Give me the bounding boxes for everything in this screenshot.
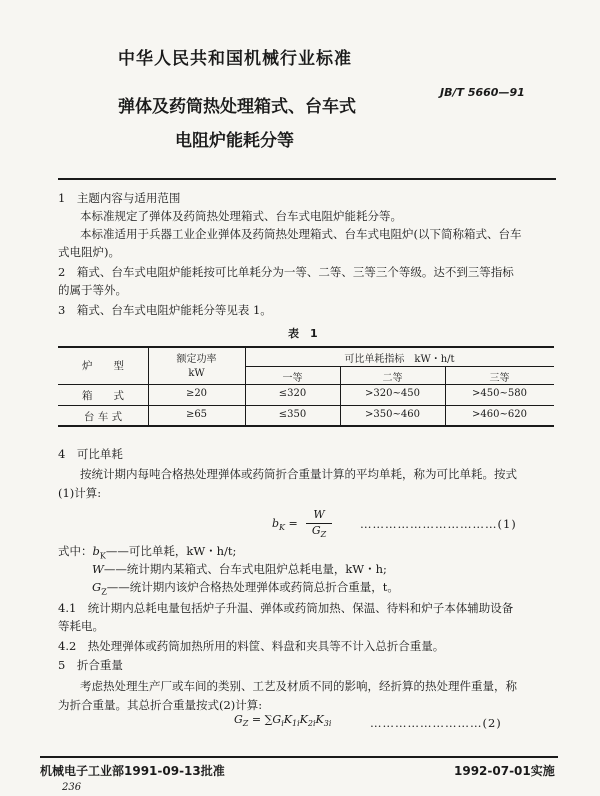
formula-1-denominator: $G_Z$ <box>311 524 327 540</box>
section-3-p1: 3 箱式、台车式电阻炉能耗分等见表 1。 <box>58 303 272 317</box>
section-1-p2b: 式电阻炉)。 <box>58 245 120 259</box>
table-caption: 表 1 <box>288 327 318 340</box>
section-5-p1b: 为折合重量。其总折合重量按式(2)计算: <box>58 698 263 712</box>
th-grade-2: 二等 <box>382 373 403 384</box>
section-4-p1a: 按统计期内每吨合格热处理弹体或药筒折合重量计算的平均单耗，称为可比单耗。按式 <box>80 467 517 481</box>
section-4-1-b: 等耗电。 <box>58 619 104 633</box>
table-top-rule <box>58 346 554 348</box>
title-line-2: 电阻炉能耗分等 <box>175 131 294 151</box>
row-bogie-grade-3: >460~620 <box>472 409 527 420</box>
row-box-power: ≥20 <box>185 388 208 399</box>
row-bogie-type: 台 车 式 <box>83 411 123 423</box>
section-2-p1a: 2 箱式、台车式电阻炉能耗按可比单耗分为一等、二等、三等三个等级。达不到三等指标 <box>58 265 514 279</box>
th-power-unit: kW <box>188 368 205 379</box>
row-bogie-grade-2: >350~460 <box>365 409 420 420</box>
th-grade-3: 三等 <box>489 373 510 384</box>
th-rated-power: 额定功率 <box>176 354 217 365</box>
effective-date: 1992-07-01实施 <box>454 764 555 778</box>
th-furnace-type: 炉 型 <box>82 360 124 372</box>
row-bogie-grade-1: ≤350 <box>278 409 307 420</box>
formula-2: $G_Z = \sum G_iK_{1i}K_{2i}K_{3i}$ <box>234 713 332 729</box>
where-w-line: W——统计期内某箱式、台车式电阻炉总耗电量，kW・h; <box>92 562 387 576</box>
where-bk-line: 式中：$b_K——$可比单耗，kW・h/t; <box>58 544 237 561</box>
issuing-org: 中华人民共和国机械行业标准 <box>118 49 352 69</box>
th-comparable-index: 可比单耗指标 kW・h/t <box>344 354 455 365</box>
row-box-grade-1: ≤320 <box>278 388 307 399</box>
table-row-rule <box>58 405 554 406</box>
approval-date: 机械电子工业部1991-09-13批准 <box>40 764 225 778</box>
row-box-grade-3: >450~580 <box>472 388 527 399</box>
header-divider <box>58 178 556 180</box>
footer-divider <box>40 756 558 758</box>
formula-1-number: ……………………………(1) <box>360 517 517 531</box>
row-box-grade-2: >320~450 <box>365 388 420 399</box>
table-subheader-rule <box>245 366 554 367</box>
section-1-p1: 本标准规定了弹体及药筒热处理箱式、台车式电阻炉能耗分等。 <box>80 209 402 223</box>
section-1-heading: 1 主题内容与适用范围 <box>58 191 181 205</box>
table-header-rule <box>58 384 554 385</box>
section-5-p1a: 考虑热处理生产厂或车间的类别、工艺及材质不同的影响，经折算的热处理件重量，称 <box>80 679 517 693</box>
section-4-1-a: 4.1 统计期内总耗电量包括炉子升温、弹体或药筒加热、保温、待料和炉子本体辅助设备 <box>58 601 514 615</box>
section-5-heading: 5 折合重量 <box>58 658 123 672</box>
section-4-heading: 4 可比单耗 <box>58 447 123 461</box>
row-box-type: 箱 式 <box>82 390 124 402</box>
table-bottom-rule <box>58 425 554 427</box>
row-bogie-power: ≥65 <box>185 409 208 420</box>
section-1-p2a: 本标准适用于兵器工业企业弹体及药筒热处理箱式、台车式电阻炉(以下简称箱式、台车 <box>80 227 522 241</box>
formula-1-numerator: W <box>313 508 325 521</box>
formula-1-lhs: $b_K$ = <box>272 517 298 533</box>
where-gz-line: $G_Z——$统计期内该炉合格热处理弹体或药筒总折合重量，t。 <box>92 580 399 597</box>
title-line-1: 弹体及药筒热处理箱式、台车式 <box>118 97 356 117</box>
standard-code: JB/T 5660—91 <box>440 86 525 99</box>
formula-2-number: ………………………(2) <box>370 716 502 730</box>
page-number: 236 <box>62 782 82 793</box>
section-4-p1b: (1)计算: <box>58 486 102 500</box>
th-grade-1: 一等 <box>282 373 303 384</box>
section-4-2: 4.2 热处理弹体或药筒加热所用的料筐、料盘和夹具等不计入总折合重量。 <box>58 639 445 653</box>
section-2-p1b: 的属于等外。 <box>58 283 127 297</box>
